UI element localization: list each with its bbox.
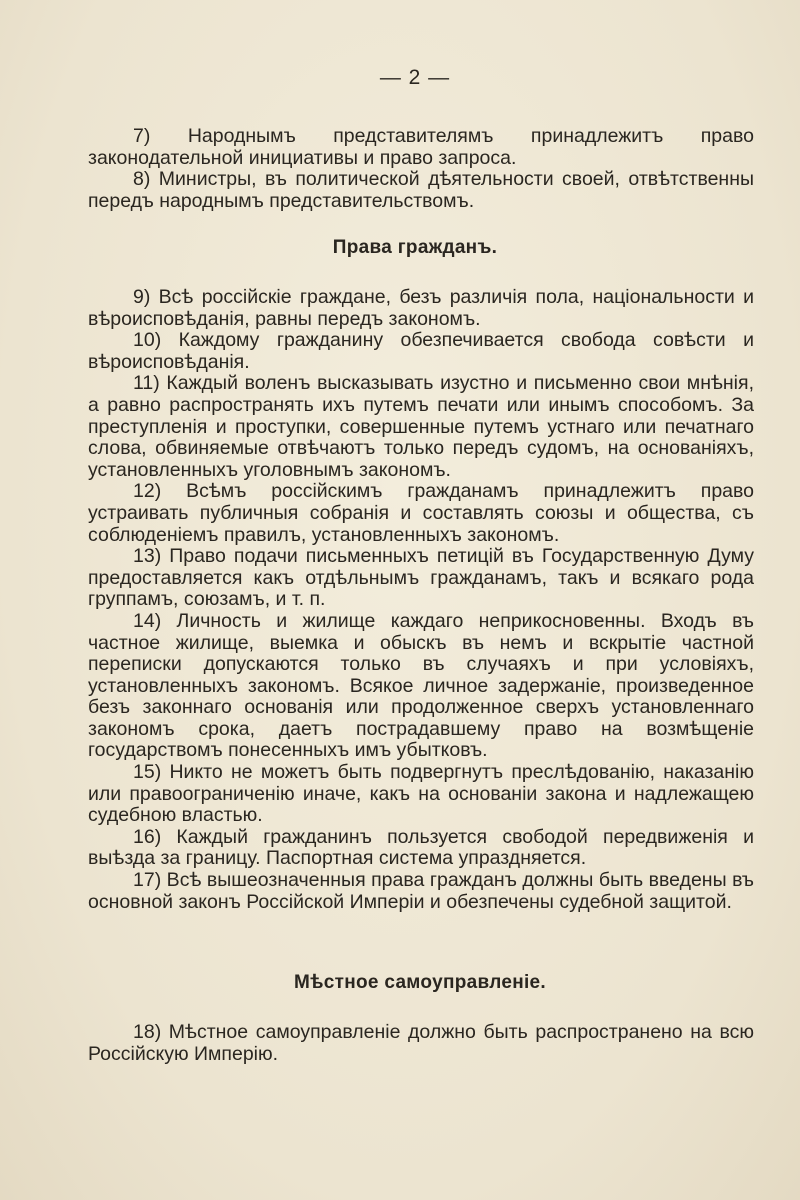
section-heading-local-government: Мѣстное самоуправленіе. (293, 972, 547, 993)
paragraph-14: 14) Личность и жилище каждаго неприкосновенны. Входъ въ частное жилище, выемка и обыскъ въ немъ и вскрытіе частной переписки допускаются только въ случаяхъ и при условіяхъ, установленныхъ закономъ. Всякое личное задержаніе, произведенное безъ законнаго основанія или продолженное сверхъ установленнаго закономъ срока, даетъ пострадавшему право на возмѣщеніе государствомъ понесенныхъ имъ убытковъ. (88, 609, 754, 762)
paragraph-7: 7) Народнымъ представителямъ принадлежитъ право законодательной инициативы и право запроса. (88, 125, 754, 169)
paragraph-10: 10) Каждому гражданину обезпечивается свобода совѣсти и вѣроисповѣданія. (88, 329, 754, 373)
section-heading-citizens-rights: Права гражданъ. (332, 237, 498, 258)
paragraph-16: 16) Каждый гражданинъ пользуется свободой передвиженія и выѣзда за границу. Паспортная система упраздняется. (88, 825, 754, 870)
paragraph-15: 15) Никто не можетъ быть подвергнутъ преслѣдованію, наказанію или правоограниченію иначе, какъ на основаніи закона и надлежащею судебною властью. (88, 761, 754, 827)
paragraph-9: 9) Всѣ россійскіе граждане, безъ различія пола, національности и вѣроисповѣданія, равны передъ закономъ. (88, 286, 754, 330)
paragraph-8: 8) Министры, въ политической дѣятельности своей, отвѣтственны передъ народнымъ представительствомъ. (88, 168, 754, 212)
text-block-citizens-rights (88, 287, 754, 913)
paragraph-18: 18) Мѣстное самоуправленіе должно быть распространено на всю Россійскую Имперію. (88, 1021, 754, 1065)
page-number: — 2 — (379, 66, 451, 89)
text-block-representation (88, 126, 754, 212)
paragraph-13: 13) Право подачи письменныхъ петицій въ Государственную Думу предоставляется какъ отдѣльнымъ гражданамъ, такъ и всякаго рода группамъ, союзамъ, и т. п. (88, 545, 754, 611)
text-block-local-government (88, 1022, 754, 1065)
paragraph-12: 12) Всѣмъ россійскимъ гражданамъ принадлежитъ право устраивать публичныя собранія и составлять союзы и общества, съ соблюденіемъ правилъ, установленныхъ закономъ. (88, 480, 754, 546)
paragraph-17: 17) Всѣ вышеозначенныя права гражданъ должны быть введены въ основной законъ Россійской Имперіи и обезпечены судебной защитой. (88, 869, 754, 913)
paragraph-11: 11) Каждый воленъ высказывать изустно и письменно свои мнѣнія, а равно распространять ихъ путемъ печати или инымъ способомъ. За преступленія и проступки, совершенные путемъ устнаго или печатнаго слова, обвиняемые отвѣчаютъ только передъ судомъ, на основаніяхъ, установленныхъ уголовнымъ закономъ. (88, 372, 754, 481)
